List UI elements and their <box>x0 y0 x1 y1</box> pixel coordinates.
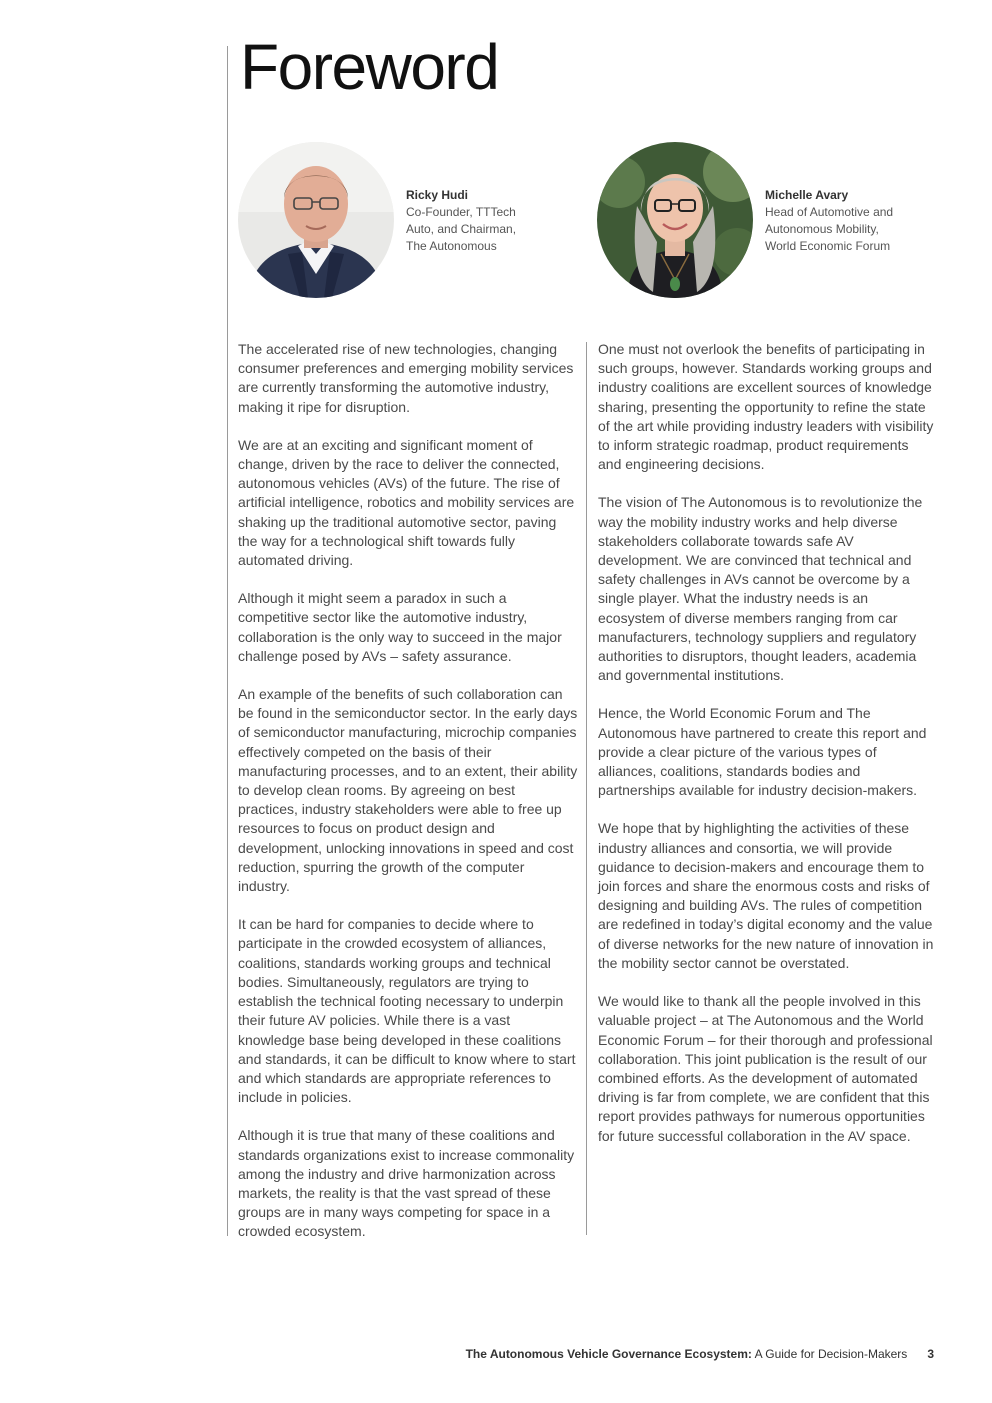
paragraph: We are at an exciting and significant moment of change, driven by the race to deliver the connected, autonomous vehicles (AVs) of the future. The rise of artificial intelligence, robotics and mobility services are shaking up the traditional automotive sector, paving the way for a technological shift towards fully automated driving. <box>238 436 575 569</box>
page-title: Foreword <box>240 31 499 103</box>
paragraph: It can be hard for companies to decide where to participate in the crowded ecosystem of alliances, coalitions, standards working groups and technical bodies. Simultaneously, regulators are trying to establish the technical footing necessary to underpin their future AV policies. While there is a vast knowledge base being developed in these coalitions and standards, it can be difficult to know where to start and which standards are appropriate references to include in policies. <box>238 916 576 1106</box>
author-name: Michelle Avary <box>765 188 849 202</box>
paragraph: We would like to thank all the people involved in this valuable project – at The Autonomous and the World Economic Forum – for their thorough and professional collaboration. This joint publication is the result of our combined efforts. As the development of automated driving is far from complete, we are confident that this report provides pathways for numerous opportunities for future successful collaboration in the AV space. <box>598 993 933 1144</box>
footer-title-rest: A Guide for Decision-Makers <box>751 1347 908 1361</box>
author-role: Head of Automotive and Autonomous Mobility, World Economic Forum <box>765 205 894 253</box>
paragraph: Although it might seem a paradox in such a competitive sector like the automotive industry, collaboration is the only way to succeed in the major challenge posed by AVs – safety assurance. <box>238 590 562 664</box>
column-divider <box>586 342 587 1235</box>
author-role: Co-Founder, TTTech Auto, and Chairman, The Autonomous <box>406 205 517 253</box>
paragraph: Although it is true that many of these coalitions and standards organizations exist to increase commonality among the industry and drive harmonization across markets, the reality is that the vast spread of these groups are in many ways competing for space in a crowded ecosystem. <box>238 1127 575 1240</box>
author-card-michelle-avary <box>597 142 893 298</box>
paragraph: The vision of The Autonomous is to revolutionize the way the mobility industry works and help diverse stakeholders collaborate towards safe AV development. We are convinced that technical and safety challenges in AVs cannot be overcome by a single player. What the industry needs is an ecosystem of diverse members ranging from car manufacturers, technology suppliers and regulatory authorities to disruptors, thought leaders, academia and governmental institutions. <box>598 494 923 684</box>
paragraph: An example of the benefits of such collaboration can be found in the semiconductor sector. In the early days of semiconductor manufacturing, microchip companies effectively competed on the basis of their manufacturing processes, and to an extent, their ability to develop clean rooms. By agreeing on best practices, industry stakeholders were able to free up resources to focus on product design and development, unlocking innovations in speed and cost reduction, spurring the growth of the computer industry. <box>238 686 578 895</box>
page-number: 3 <box>927 1347 934 1361</box>
paragraph: Hence, the World Economic Forum and The Autonomous have partnered to create this report and provide a clear picture of the various types of alliances, coalitions, standards bodies and partnerships available for industry decision-makers. <box>598 705 927 799</box>
portrait-man-icon <box>238 142 394 298</box>
left-margin-rule <box>227 46 228 1236</box>
author-info <box>406 187 516 255</box>
footer-title-bold: The Autonomous Vehicle Governance Ecosystem: <box>465 1347 752 1361</box>
text-column-left <box>238 340 578 1261</box>
author-info <box>765 187 893 255</box>
author-card-ricky-hudi <box>238 142 516 298</box>
text-column-right <box>598 340 934 1165</box>
page-footer <box>466 1347 934 1361</box>
paragraph: We hope that by highlighting the activities of these industry alliances and consortia, we will provide guidance to decision-makers and encourage them to join forces and share the enormous costs and risks of designing and building AVs. The rules of competition are redefined in today’s digital economy and the value of diverse networks for the new nature of innovation in the mobility sector cannot be overstated. <box>598 820 934 971</box>
author-name: Ricky Hudi <box>406 188 469 202</box>
paragraph: One must not overlook the benefits of participating in such groups, however. Standards working groups and industry coalitions are excellent sources of knowledge sharing, presenting the opportunity to refine the state of the art while providing industry leaders with visibility to inform strategic roadmap, product requirements and engineering decisions. <box>598 341 934 473</box>
portrait-woman-icon <box>597 142 753 298</box>
paragraph: The accelerated rise of new technologies, changing consumer preferences and emerging mobility services are currently transforming the automotive industry, making it ripe for disruption. <box>238 341 574 415</box>
